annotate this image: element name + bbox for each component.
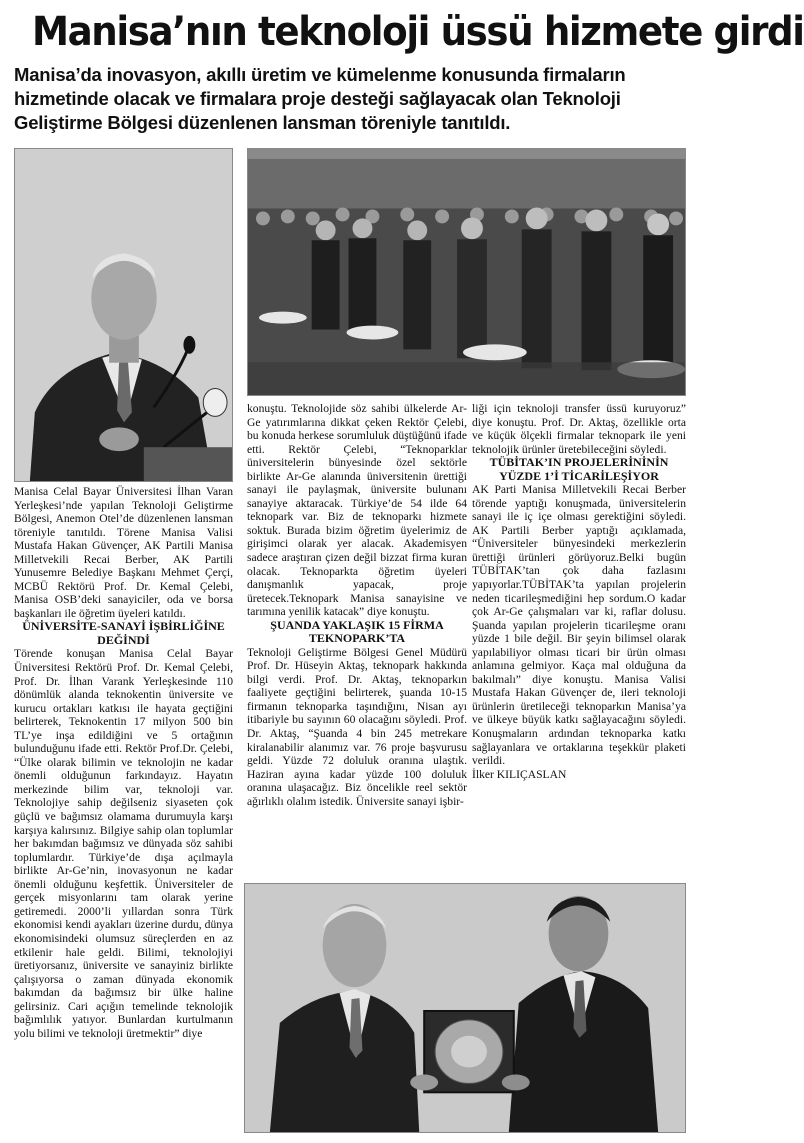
photo-ceremony-group — [247, 148, 686, 396]
article-column-3 — [472, 402, 686, 781]
photo-caption: Manisa Celal Bayar Üniversitesi İlhan Varan Yerleşkesi’nde yapılan Teknoloji Geliştirme Bölgesi, Anemon Otel’de düzenlenen lansman töreniyle tanıtıldı. Törene Manisa Valisi Mustafa Hakan Güvençer, AK Partili Manisa Milletvekili Recai Berber, AK Partili Yunusemre Belediye Başkanı Mehmet Çerçi, MCBÜ Rektörü Prof. Dr. Kemal Çelebi, Manisa OSB’deki sanayiciler, oda ve borsa başkanları ile öğretim üyeleri katıldı. — [14, 485, 233, 620]
body-text: liği için teknoloji transfer üssü kuruyoruz” diye konuştu. Prof. Dr. Aktaş, özellikle orta ve küçük ölçekli firmalar teknopark ile yeni teknolojik ürünler üretebileceğini söyledi. — [472, 402, 686, 456]
body-text: konuştu. Teknolojide söz sahibi ülkelerde Ar-Ge yatırımlarına dikkat çeken Rektör Çelebi, bu konuda herkese sorumluluk düştüğünü ifade etti. Rektör Çelebi, “Teknoparklar üniversitelerin bünyesinde özel sektörle birlikte Ar-Ge alanında üniversitenin ürettiği sanayi ile paylaşmak, üniversite bulunanı sanayiye aktaracak. Türkiye’de 54 ilde 64 teknopark var. Biz de teknoparkı hizmete soktuk. Burada bizim öğretim üyelerimiz de girişimci olarak yer alacak. Akademisyen sadece araştıran çizen değil bizzat firma kuran olacak. Teknoparkta öğretim üyeleri danışmanlık yapacak, proje üretecek.Teknopark Manisa sanayisine ve tarımına yenilik katacak” diye konuştu. — [247, 402, 467, 619]
headline: Manisa’nın teknoloji üssü hizmete girdi — [31, 9, 804, 55]
article-column-2 — [247, 402, 467, 808]
author-byline: İlker KILIÇASLAN — [472, 767, 567, 781]
subheading: ÜNİVERSİTE-SANAYİ İŞBİRLİĞİNE DEĞİNDİ — [22, 619, 225, 647]
lead-paragraph: Manisa’da inovasyon, akıllı üretim ve kümelenme konusunda firmaların hizmetinde olacak ve firmalara proje desteği sağlayacak olan Teknoloji Geliştirme Bölgesi düzenlenen lansman töreniyle tanıtıldı. — [14, 64, 626, 133]
photo-speaker — [14, 148, 233, 482]
subheading: TÜBİTAK’IN PROJELERİNİNİN YÜZDE 1’İ TİCARİLEŞİYOR — [489, 455, 669, 483]
subheading: ŞUANDA YAKLAŞIK 15 FİRMA TEKNOPARK’TA — [270, 617, 444, 646]
photo-plaque-presentation — [244, 883, 686, 1133]
body-text: Teknoloji Geliştirme Bölgesi Genel Müdürü Prof. Dr. Hüseyin Aktaş, teknopark hakkında bilgi verdi. Prof. Dr. Aktaş, teknoparkın faaliyete geçtiğini belirterek, şuanda 10-15 firmanın teknoparka taşındığını, Nisan ayı itibariyle bu sayının 60 olacağını söyledi. Prof. Dr. Aktaş, “Şuanda 4 bin 245 metrekare kiralanabilir alanımız var. 76 proje başvurusu geldi. Yüzde 72 doluluk oranına ulaştık. Haziran ayına kadar yüzde 100 doluluk oranına ulaşacağız. Biz öncelikle reel sektör ağırlıklı olalım istedik. Üniversite sanayi işbir- — [247, 645, 467, 808]
body-text: AK Parti Manisa Milletvekili Recai Berber törende yaptığı konuşmada, üniversitelerin sanayi ile iç içe olması gerektiğini söyledi. AK Partili Berber yaptığı açıklamada, “Üniversiteler bünyesindeki merkezlerin ürettiği ürünleri görüyoruz.Belki bugün TÜBİTAK’tan çok daha fazlasını yapıyorlar.TÜBİTAK’ta yapılan projelerin neden ticarileşmediğini hep sordum.O kadar çok Ar-Ge çalışmaları var ki, raflar dolusu. Şuanda yapılan projelerin ticarileşme oranı yüzde 1 bile değil. Bir şeyin bilimsel olarak yapılabiliyor olması ticari bir ürün olması anlamına gelmiyor. Kaça mal olduğuna da bakılmalı” diye konuştu. Manisa Valisi Mustafa Hakan Güvençer de, ileri teknoloji ürünlerin üretileceği teknoparkın Manisa’ya ve ülkeye büyük katkı sağlayacağını söyledi. Konuşmaların ardından teknoparka katkı sağlayanlara ve ortaklarına teşekkür plaketi verildi. — [472, 483, 686, 768]
article-column-1 — [14, 485, 233, 1040]
body-text: Törende konuşan Manisa Celal Bayar Üniversitesi Rektörü Prof. Dr. Kemal Çelebi, Prof. Dr. İlhan Varank Yerleşkesinde 110 dönümlük alanda teknokentin üniversite ve kurucu ortakları katkısı ile hayata geçtiğini belirterek, Teknokentin 17 milyon 500 bin TL’ye inşa edildiğini ve 5 ortağının bulunduğunu ifade etti. Rektör Prof.Dr. Çelebi, “Ülke olarak bilimin ve teknolojin ne kadar önemli olduğunun farkındayız. Hayatın merkezinde bilim var, teknoloji var. Teknolojiye sahip değilseniz siyaseten çok güçlü ve bağımsız olamama durumuyla karşı karşıya kalırsınız. Bilgiye sahip olan toplumlar her bakımdan bağımsız ve dünyada söz sahibi toplumlardır. Türkiye’de dışa açılmayla birlikte Ar-Ge’nin, inovasyonun ne kadar önemli olduğunu keşfettik. Üniversiteler de gerçek misyonlarını tam olarak yerine getiremedi. 2000’li yıllardan sonra Türk ekonomisi kendi ayakları üzerine durdu, dünya ekonomisindeki olumsuz süreçlerden en az etkilenir hale geldi. Bilimi, teknolojiyi üretiyorsanız, üniversite ve sanayiniz birlikte çalışıyorsa o zaman dünyada ekonomik bakımdan da bağımsız bir ülke haline gelirsiniz. Cari açığın temelinde teknolojik bağımlılık yatıyor. Bunlardan kurtulmanın yolu bilimi ve teknoloji üretmektir” diye — [14, 647, 233, 1040]
